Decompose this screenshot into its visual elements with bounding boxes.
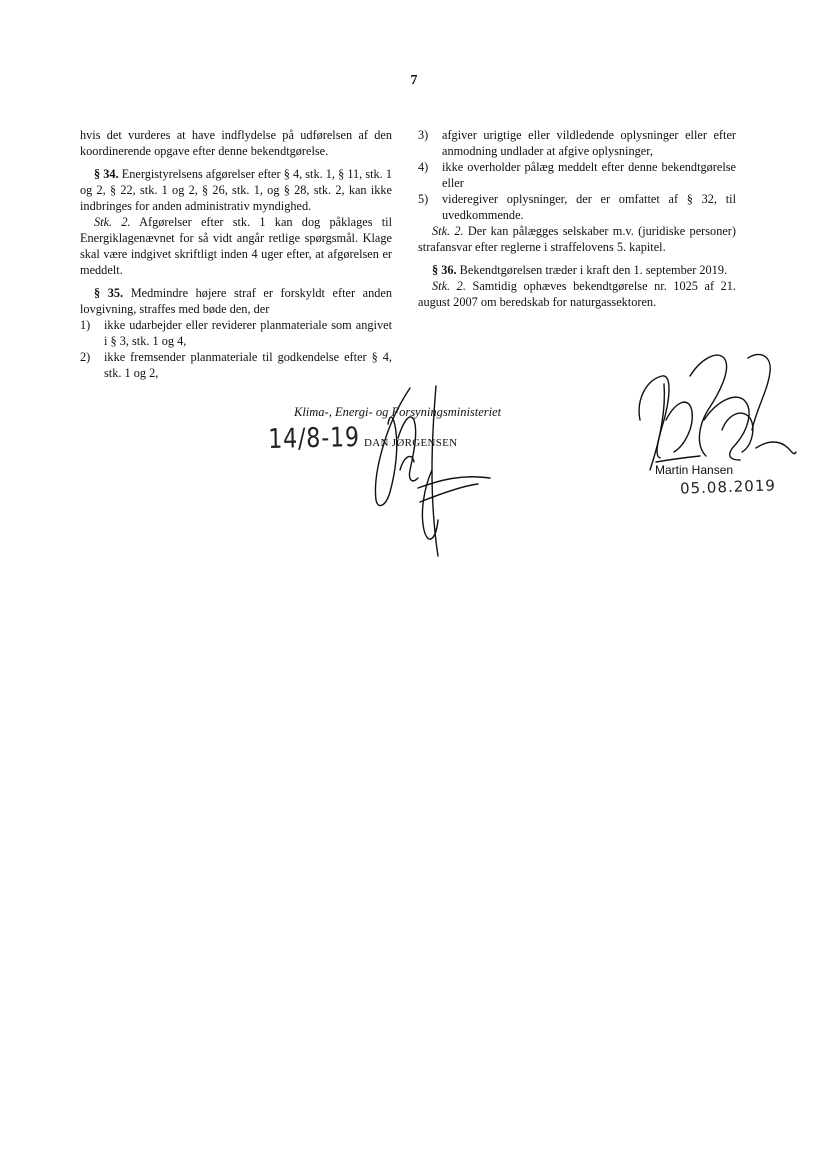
handwritten-date-left: 14/8-19 [268,422,361,455]
section-35-stk2-text: Der kan pålægges selskaber m.v. (juridiske personer) strafansvar efter reglerne i straffelovens 5. kapitel. [418,224,736,254]
section-34-mark: § 34. [94,167,119,181]
list-item-number: 4) [418,160,429,174]
list-item-text: videregiver oplysninger, der er omfattet af § 32, til uvedkommende. [442,192,736,222]
section-36-text: Bekendtgørelsen træder i kraft den 1. september 2019. [456,263,728,277]
section-36-stk2-label: Stk. 2. [432,279,466,293]
paragraph-continuation: hvis det vurderes at have indflydelse på udførelsen af den koordinerende opgave efter denne bekendtgørelse. [80,128,392,158]
list-item-text: ikke overholder pålæg meddelt efter denne bekendtgørelse eller [442,160,736,190]
list-item-number: 3) [418,128,429,142]
section-36-stk2-text: Samtidig ophæves bekendtgørelse nr. 1025 af 21. august 2007 om beredskab for naturgassektoren. [418,279,736,309]
section-34-stk2-label: Stk. 2. [94,215,131,229]
page-number: 7 [410,73,418,88]
list-item-number: 2) [80,350,91,364]
ministry-name: Klima-, Energi- og Forsyningsministeriet [294,405,502,419]
list-item-text: ikke udarbejder eller reviderer planmateriale som angivet i § 3, stk. 1 og 4, [104,318,392,348]
section-34-stk2-text: Afgørelser efter stk. 1 kan dog påklages til Energiklagenævnet for så vidt angår retlige spørgsmål. Klage skal være indgivet skriftligt inden 4 uger efter, at afgørelsen er meddelt. [80,215,393,277]
list-item-number: 5) [418,192,429,206]
section-36-mark: § 36. [432,263,457,277]
section-34-text: Energistyrelsens afgørelser efter § 4, stk. 1, § 11, stk. 1 og 2, § 22, stk. 1 og 2, § 26, stk. 1, og § 28, stk. 2, kan ikke indbringes for anden administrativ myndighed. [80,167,392,213]
list-item-number: 1) [80,318,91,332]
section-35-text: Medmindre højere straf er forskyldt efter anden lovgivning, straffes med bøde den, der [80,286,392,316]
section-35-mark: § 35. [94,286,124,300]
section-35-stk2-label: Stk. 2. [432,224,464,238]
list-item-text: ikke fremsender planmateriale til godkendelse efter § 4, stk. 1 og 2, [104,350,392,380]
second-signatory-name: Martin Hansen [655,463,734,477]
list-item-text: afgiver urigtige eller vildledende oplysninger eller efter anmodning undlader at afgive oplysninger, [442,128,736,158]
handwritten-date-right: 05.08.2019 [679,476,777,498]
minister-name: DAN JØRGENSEN [364,437,458,449]
